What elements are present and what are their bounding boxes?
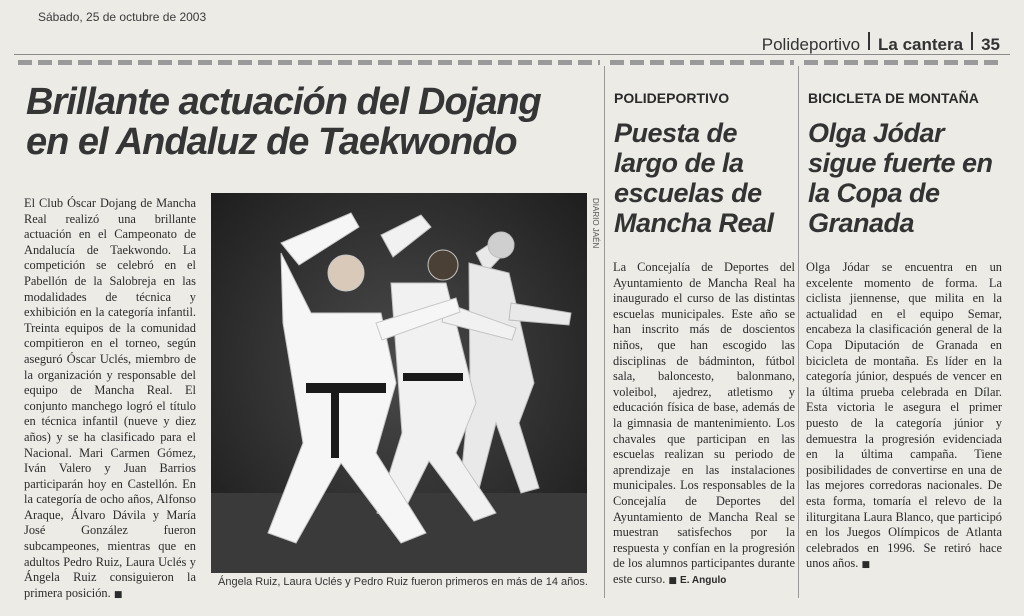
header-section-bar [762,32,1000,55]
polideportivo-title: Puesta de largo de la escuelas de Mancha Real [614,118,774,238]
header-divider [868,32,870,50]
taekwondo-photo-illustration [211,193,587,573]
column-divider [798,66,799,598]
end-mark-icon: ■ [668,575,677,586]
photo-caption: Ángela Ruiz, Laura Uclés y Pedro Ruiz fueron primeros en más de 14 años. [218,576,588,588]
header-divider [971,32,973,50]
main-article-title: Brillante actuación del Dojang en el Andaluz de Taekwondo [26,81,541,163]
polideportivo-text: La Concejalía de Deportes del Ayuntamiento de Mancha Real ha inaugurado el curso de las distintas escuelas municipales. Este año se han inscrito más de doscientos niños, que han escogido las disciplinas de bádminton, fútbol sala, baloncesto, balonmano, voleibol, ajedrez, atletismo y educación física de base, además de la gimnasia de mantenimiento. Los chavales que participan en las escuelas realizan su periodo de aprendizaje en las instalaciones municipales. Los responsables de la Concejalía de Deportes del Ayuntamiento de Mancha Real se muestran satisfechos por la respuesta y confían en la progresión de los alumnos participantes durante este curso. [613,260,795,586]
header-brand: La cantera [878,35,964,54]
bicicleta-body [806,260,1002,574]
page-number: 35 [981,35,1000,54]
end-mark-icon: ■ [861,560,870,571]
bicicleta-kicker: BICICLETA DE MONTAÑA [808,90,979,106]
polideportivo-body [613,260,795,589]
polideportivo-kicker: POLIDEPORTIVO [614,90,730,106]
polideportivo-byline: E. Angulo [680,574,727,586]
bicicleta-text: Olga Jódar se encuentra en un excelente momento de forma. La ciclista jiennense, que milita en la actualidad en el equipo Semar, encabeza la clasificación general de la Copa Diputación de Granada en bicicleta de montaña. Es líder en la categoría júnior, después de vencer en la última prueba celebrada en Dílar. Esta victoria le asegura el primer puesto de la categoría júnior y demuestra la progresión evidenciada en la última campaña. Tiene posibilidades de convertirse en una de las mejores corredoras nacionales. De esta forma, tomaría el relevo de la iliturgitana Laura Blanco, que participó en los Juegos Olímpicos de Atlanta celebrados en 1996. Se retiró hace unos años. [806,260,1002,571]
main-article-body [24,196,196,603]
taekwondo-photo [211,193,587,573]
column-strip-bicicleta [804,60,1004,65]
column-strip-main [18,60,600,65]
header-rule [14,54,1010,55]
photo-credit: DIARIO JAÉN [591,198,600,249]
main-article-text: El Club Óscar Dojang de Mancha Real realizó una brillante actuación en el Campeonato de Andalucía de Taekwondo. La competición se celebró en el Pabellón de la Salobreja en las modalidades de técnica y exhibición en la categoría infantil. Treinta equipos de la comunidad compitieron en el torneo, según aseguró Óscar Uclés, miembro de la organización y responsable del equipo de Mancha Real. El conjunto manchego logró el título en técnica infantil (nueve y diez años) y se ha clasificado para el Nacional. Mari Carmen Gómez, Iván Valero y Juan Barrios participarán hoy en Castellón. En la categoría de ocho años, Alfonso Araque, Álvaro Dávila y María José González fueron subcampeones, mientras que en adultos Pedro Ruiz, Laura Uclés y Ángela Ruiz consiguieron la primera posición. [24,196,196,600]
header-date: Sábado, 25 de octubre de 2003 [38,10,207,24]
end-mark-icon: ■ [113,589,123,600]
header-section: Polideportivo [761,35,861,54]
column-strip-polideportivo [610,60,794,65]
bicicleta-title: Olga Jódar sigue fuerte en la Copa de Granada [808,118,993,238]
column-divider [604,66,605,598]
